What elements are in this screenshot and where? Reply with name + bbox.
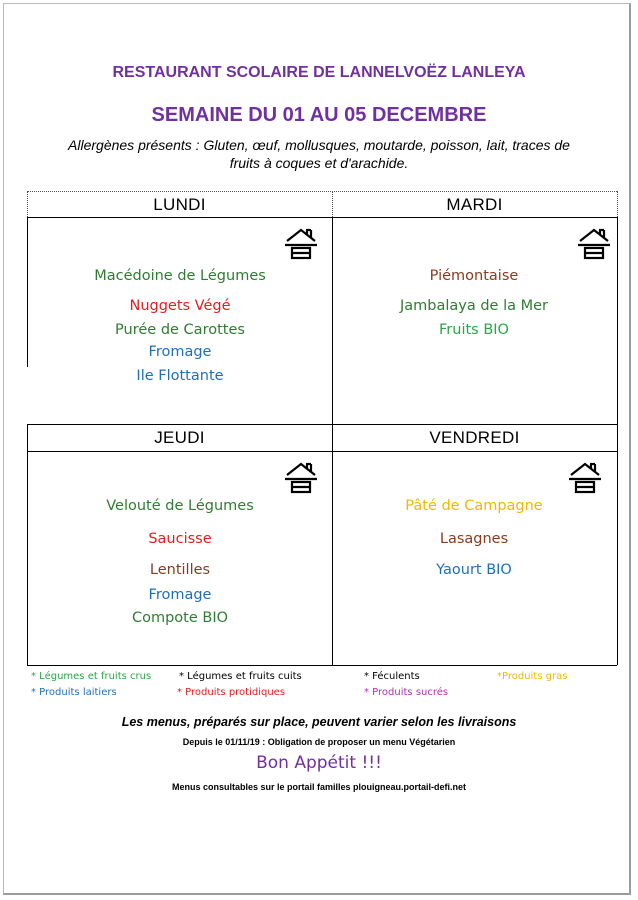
allergens-line-2: fruits à coques et d'arachide. (229, 155, 409, 171)
week-title: SEMAINE DU 01 AU 05 DECEMBRE (151, 104, 487, 126)
house-icon (284, 460, 318, 494)
legend-protein: * Produits protidiques (177, 687, 286, 698)
day-header-mardi: MARDI (446, 195, 503, 214)
legend-raw-vegetables: * Légumes et fruits crus (31, 671, 152, 682)
allergens-text (20, 136, 618, 172)
dish-jeudi-cheese: Fromage (148, 587, 212, 603)
house-icon (568, 460, 602, 494)
dish-jeudi-starter: Velouté de Légumes (106, 498, 254, 514)
legend-fat: *Produits gras (497, 671, 568, 682)
dish-jeudi-dessert: Compote BIO (131, 610, 229, 626)
grid-middle-line (27, 424, 617, 425)
legend-sugar: * Produits sucrés (364, 687, 449, 698)
dish-mardi-main-text: Jambalaya de la Mer (399, 298, 549, 314)
dish-lundi-dessert: Ile Flottante (136, 368, 224, 384)
grid-header-line-1 (27, 217, 617, 218)
dish-vendredi-dessert: Yaourt BIO (436, 562, 512, 578)
menu-variation-note: Les menus, préparés sur place, peuvent varier selon les livraisons (121, 715, 517, 729)
dish-mardi-starter: Piémontaise (429, 268, 519, 284)
dish-vendredi-main: Lasagnes (439, 531, 509, 547)
vegetarian-note: Depuis le 01/11/19 : Obligation de proposer un menu Végétarien (182, 737, 456, 747)
legend-starch: * Féculents (364, 671, 420, 682)
restaurant-title: RESTAURANT SCOLAIRE DE LANNELVOËZ LANLEYA (112, 64, 526, 81)
legend-cooked-vegetables: * Légumes et fruits cuits (179, 671, 302, 682)
day-header-vendredi: VENDREDI (429, 428, 520, 447)
dish-lundi-cheese: Fromage (148, 344, 212, 360)
portal-note: Menus consultables sur le portail familles plouigneau.portail-defi.net (171, 782, 467, 792)
grid-right-dotted (617, 191, 618, 217)
grid-left-line-2 (27, 424, 28, 665)
grid-right-line (617, 217, 618, 665)
allergens-line-1: Allergènes présents : Gluten, œuf, mollusques, moutarde, poisson, lait, traces de (68, 137, 570, 153)
house-icon (284, 226, 318, 260)
legend-dairy: * Produits laitiers (31, 687, 117, 698)
dish-jeudi-main: Saucisse (148, 531, 212, 547)
dish-lundi-side: Purée de Carottes (115, 322, 245, 338)
dish-jeudi-side: Lentilles (149, 562, 211, 578)
grid-bottom-line (27, 665, 617, 666)
bon-appetit: Bon Appétit !!! (256, 753, 382, 773)
dish-mardi-main (324, 298, 624, 314)
day-header-lundi: LUNDI (153, 195, 206, 214)
dish-vendredi-starter: Pâté de Campagne (405, 498, 543, 514)
grid-top-border (27, 191, 617, 192)
dish-lundi-main: Nuggets Végé (129, 298, 231, 314)
grid-header-line-2 (27, 451, 617, 452)
day-header-jeudi: JEUDI (154, 428, 205, 447)
grid-left-line-1 (27, 217, 28, 367)
house-icon (577, 226, 611, 260)
dish-lundi-starter: Macédoine de Légumes (94, 268, 266, 284)
dish-mardi-dessert: Fruits BIO (439, 322, 509, 338)
